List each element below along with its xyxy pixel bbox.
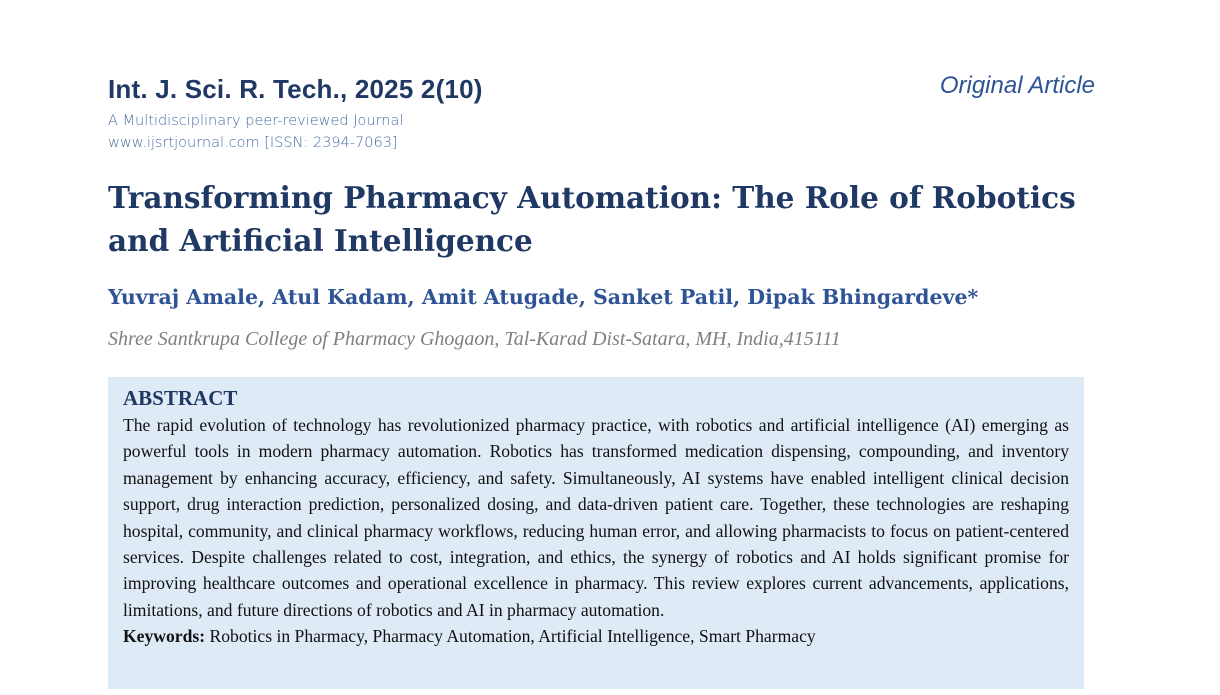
journal-website-issn: www.ijsrtjournal.com [ISSN: 2394-7063] <box>108 135 398 151</box>
journal-title: Int. J. Sci. R. Tech., 2025 2(10) <box>108 74 483 104</box>
abstract-section <box>108 377 1084 689</box>
abstract-body: The rapid evolution of technology has revolutionized pharmacy practice, with robotics and artificial intelligence (AI) emerging as powerful tools in modern pharmacy automation. Robotics has transformed medication dispensing, compounding, and inventory management by enhancing accuracy, efficiency, and safety. Simultaneously, AI systems have enabled intelligent clinical decision support, drug interaction prediction, personalized dosing, and data-driven patient care. Together, these technologies are reshaping hospital, community, and clinical pharmacy workflows, reducing human error, and allowing pharmacists to focus on patient-centered services. Despite challenges related to cost, integration, and ethics, the synergy of robotics and AI holds significant promise for improving healthcare outcomes and operational excellence in pharmacy. This review explores current advancements, applications, limitations, and future directions of robotics and AI in pharmacy automation. <box>123 415 1069 620</box>
paper-title: Transforming Pharmacy Automation: The Role of Robotics and Artificial Intelligence <box>108 180 1076 258</box>
keywords-line <box>123 623 1069 649</box>
author-list: Yuvraj Amale, Atul Kadam, Amit Atugade, Sanket Patil, Dipak Bhingardeve* <box>108 285 979 309</box>
keywords-label: Keywords: <box>123 626 206 647</box>
article-type-label: Original Article <box>939 72 1095 99</box>
journal-subtitle: A Multidisciplinary peer-reviewed Journal <box>108 113 404 129</box>
author-affiliation: Shree Santkrupa College of Pharmacy Ghogaon, Tal-Karad Dist-Satara, MH, India,415111 <box>108 328 841 350</box>
abstract-heading: ABSTRACT <box>123 386 238 410</box>
keywords-values: Robotics in Pharmacy, Pharmacy Automation, Artificial Intelligence, Smart Pharmacy <box>209 626 816 647</box>
